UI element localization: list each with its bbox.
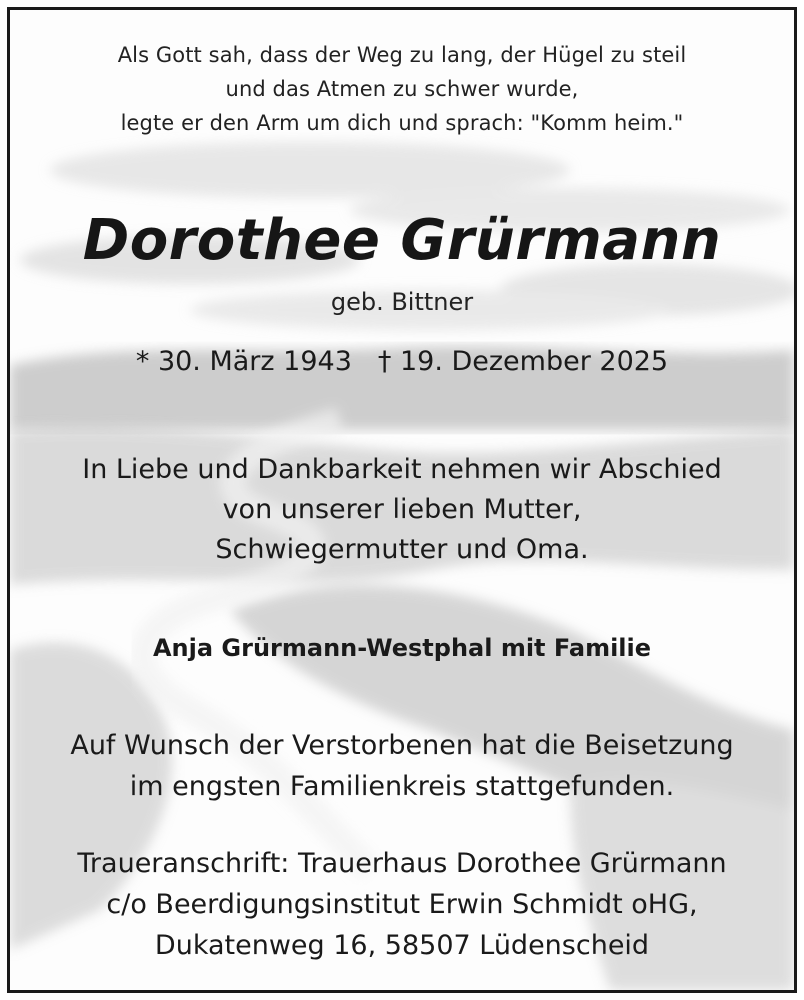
address-line-1: Traueranschrift: Trauerhaus Dorothee Grürmann [77, 848, 727, 879]
address-line-2: c/o Beerdigungsinstitut Erwin Schmidt oHG, [106, 889, 698, 920]
mourners-name: Anja Grürmann-Westphal mit Familie [152, 634, 652, 662]
obituary-frame [7, 7, 797, 993]
obituary-content [10, 10, 794, 990]
deceased-name: Dorothee Grürmann [82, 208, 722, 273]
burial-note-line-1: Auf Wunsch der Verstorbenen hat die Beisetzung [70, 730, 734, 761]
burial-note-line-2: im engsten Familienkreis stattgefunden. [129, 771, 675, 802]
farewell-line-1: In Liebe und Dankbarkeit nehmen wir Abschied [82, 454, 722, 485]
address-line-3: Dukatenweg 16, 58507 Lüdenscheid [154, 930, 650, 961]
poem-line-2: und das Atmen zu schwer wurde, [225, 77, 579, 101]
death-date: † 19. Dezember 2025 [377, 346, 669, 377]
poem-line-1: Als Gott sah, dass der Weg zu lang, der Hügel zu steil [117, 43, 687, 67]
farewell-line-2: von unserer lieben Mutter, [222, 494, 582, 525]
life-dates [10, 346, 794, 377]
birth-name: geb. Bittner [330, 288, 474, 316]
poem-line-3: legte er den Arm um dich und sprach: "Komm heim." [120, 111, 684, 135]
birth-date: * 30. März 1943 [135, 346, 352, 377]
farewell-line-3: Schwiegermutter und Oma. [215, 534, 589, 565]
